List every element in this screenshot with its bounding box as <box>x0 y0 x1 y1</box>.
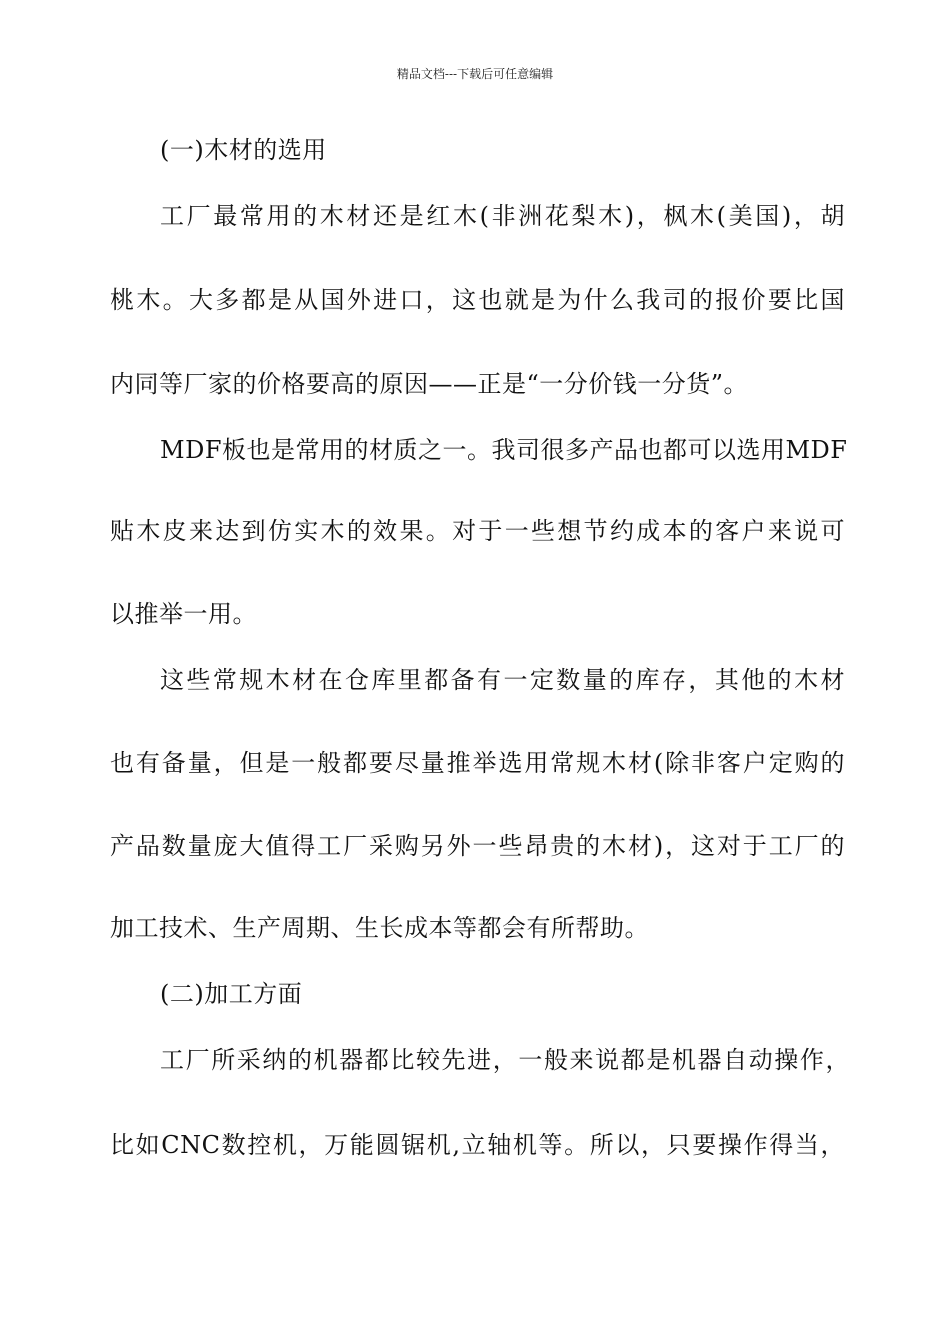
paragraph-line: 内同等厂家的价格要高的原因——正是“一分价钱一分货”。 <box>110 370 749 398</box>
paragraph-line: 这些常规木材在仓库里都备有一定数量的库存，其他的木材 <box>160 666 845 694</box>
paragraph-line: 贴木皮来达到仿实木的效果。对于一些想节约成本的客户来说可 <box>110 517 845 545</box>
page-header: 精品文档---下载后可任意编辑 <box>396 67 554 81</box>
paragraph-line: MDF板也是常用的材质之一。我司很多产品也都可以选用MDF <box>160 436 848 464</box>
paragraph-line: 比如CNC数控机，万能圆锯机,立轴机等。所以，只要操作得当， <box>110 1131 845 1159</box>
paragraph-line: 产品数量庞大值得工厂采购另外一些昂贵的木材)，这对于工厂的 <box>110 832 845 860</box>
section-heading-wood-selection: (一)木材的选用 <box>160 136 327 164</box>
paragraph-line: 加工技术、生产周期、生长成本等都会有所帮助。 <box>110 914 649 942</box>
paragraph-line: 桃木。大多都是从国外进口，这也就是为什么我司的报价要比国 <box>110 286 845 314</box>
paragraph-line: 以推举一用。 <box>110 600 257 628</box>
section-heading-processing: (二)加工方面 <box>160 980 303 1008</box>
paragraph-line: 工厂最常用的木材还是红木(非洲花梨木)，枫木(美国)，胡 <box>160 202 845 230</box>
paragraph-line: 也有备量，但是一般都要尽量推举选用常规木材(除非客户定购的 <box>110 749 845 777</box>
paragraph-line: 工厂所采纳的机器都比较先进，一般来说都是机器自动操作， <box>160 1046 850 1074</box>
